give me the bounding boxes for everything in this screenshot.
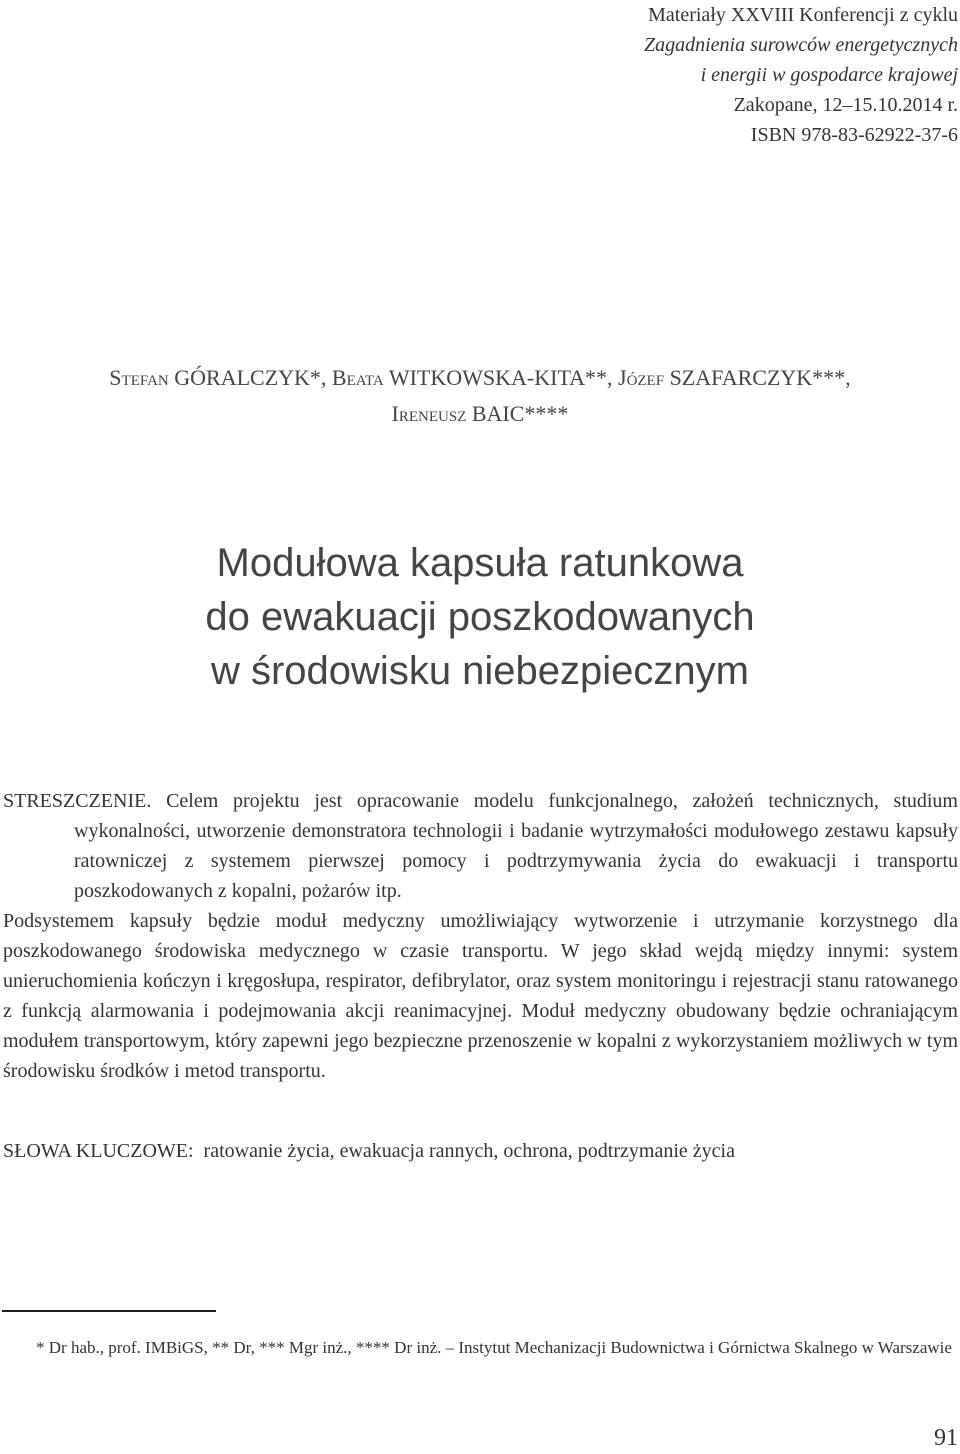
- paper-title: [0, 536, 960, 698]
- title-line-2: do ewakuacji poszkodowanych: [205, 595, 755, 639]
- footnote: [3, 1333, 958, 1362]
- title-line-3: w środowisku niebezpiecznym: [210, 649, 749, 693]
- title-line-1: Modułowa kapsuła ratunkowa: [216, 541, 744, 585]
- keywords-label: SŁOWA KLUCZOWE:: [3, 1140, 194, 1162]
- footnote-rule: [2, 1310, 216, 1312]
- header-series-line-1: Zagadnienia surowców energetycznych: [643, 34, 958, 56]
- header-location-date: Zakopane, 12–15.10.2014 r.: [733, 94, 958, 116]
- authors-line-1: Stefan GÓRALCZYK*, Beata WITKOWSKA-KITA**, Józef SZAFARCZYK***,: [109, 365, 851, 390]
- abstract-paragraph-1: [3, 786, 958, 906]
- authors-line-2: Ireneusz BAIC****: [391, 401, 569, 426]
- header-proceedings-line: Materiały XXVIII Konferencji z cyklu: [648, 4, 958, 26]
- keywords-text: ratowanie życia, ewakuacja rannych, ochrona, podtrzymanie życia: [203, 1140, 735, 1162]
- page-number: 91: [934, 1425, 958, 1451]
- abstract-label: STRESZCZENIE.: [3, 790, 152, 812]
- header-isbn: ISBN 978-83-62922-37-6: [750, 124, 958, 146]
- keywords: [3, 1136, 735, 1166]
- conference-header: [644, 0, 958, 150]
- abstract-paragraph-2: Podsystemem kapsuły będzie moduł medyczny umożliwiający wytworzenie i utrzymanie korzystnego dla poszkodowanego środowiska medycznego w czasie transportu. W jego skład wejdą między innymi: system unieruchomienia kończyn i kręgosłupa, respirator, defibrylator, oraz system monitoringu i rejestracji stanu ratowanego z funkcją alarmowania i podejmowania akcji reanimacyjnej. Moduł medyczny obudowany będzie ochraniającym modułem transportowym, który zapewni jego bezpieczne przenoszenie w kopalni z wykorzystaniem możliwych w tym środowisku środków i metod transportu.: [3, 910, 958, 1082]
- footnote-text: * Dr hab., prof. IMBiGS, ** Dr, *** Mgr inż., **** Dr inż. – Instytut Mechanizacji Budownictwa i Górnictwa Skalnego w Warszawie: [36, 1338, 952, 1357]
- abstract: [3, 786, 958, 1086]
- authors: [0, 360, 960, 432]
- abstract-text-1: Celem projektu jest opracowanie modelu funkcjonalnego, założeń technicznych, studium wykonalności, utworzenie demonstratora technologii i badanie wytrzymałości modułowego zestawu kapsuły ratowniczej z systemem pierwszej pomocy i podtrzymywania życia do ewakuacji i transportu poszkodowanych z kopalni, pożarów itp.: [74, 790, 958, 902]
- header-series-line-2: i energii w gospodarce krajowej: [700, 64, 958, 86]
